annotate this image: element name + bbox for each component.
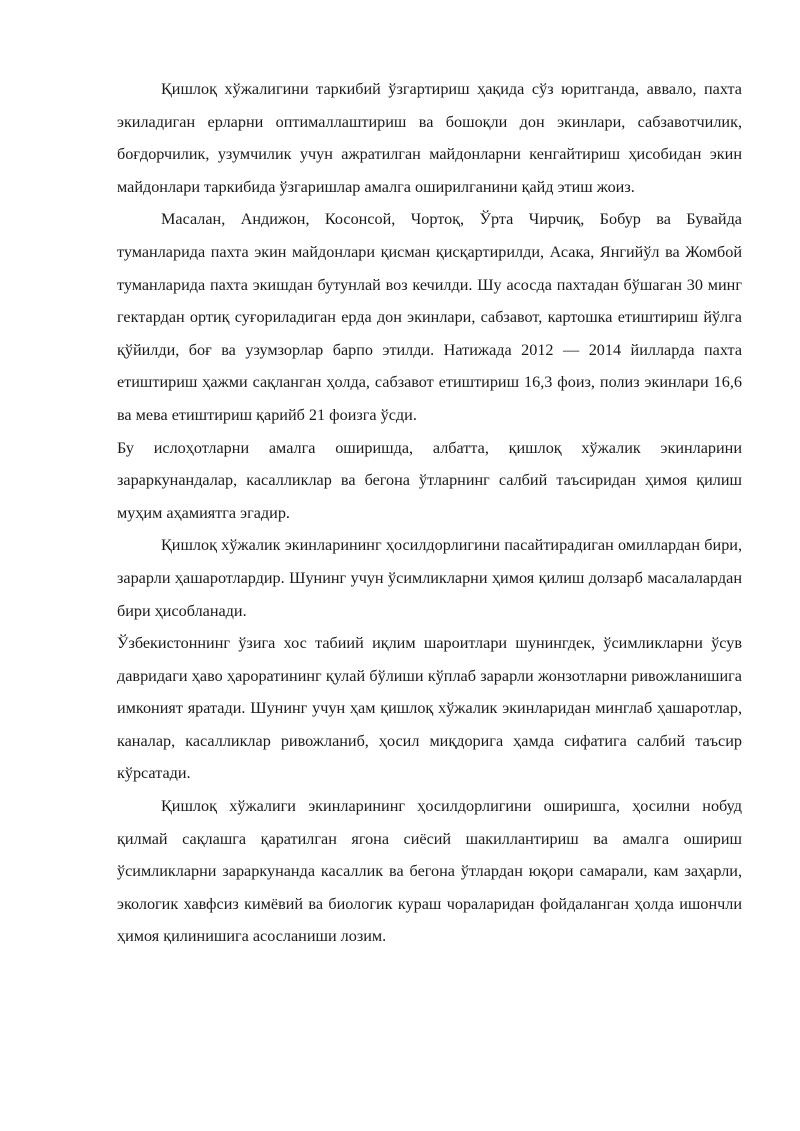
- paragraph-climate-conditions: Ўзбекистоннинг ўзига хос табиий иқлим шароитлари шунингдек, ўсимликларни ўсув давридаги ҳаво ҳароратининг қулай бўлиши кўплаб зарарли жонзотларни ривожланишига имконият яратади. Шунинг учун ҳам қишлоқ хўжалик экинларидан минглаб ҳашаротлар, каналар, касалликлар ривожланиб, ҳосил миқдорига ҳамда сифатига салбий таъсир кўрсатади.: [117, 634, 742, 783]
- paragraph-protection-policy: Қишлоқ хўжалиги экинларининг ҳосилдорлигини оширишга, ҳосилни нобуд қилмай сақлашга қаратилган ягона сиёсий шакиллантириш ва амалга ошириш ўсимликларни зараркунанда касаллик ва бегона ўтлардан юқори самарали, кам заҳарли, экологик хавфсиз кимёвий ва биологик кураш чораларидан фойдаланган ҳолда ишончли ҳимоя қилинишига асосланиши лозим.: [117, 797, 742, 946]
- paragraph-restructuring: Қишлоқ хўжалигини таркибий ўзгартириш ҳақида сўз юритганда, аввало, пахта экиладиган ерларни оптималлаштириш ва бошоқли дон экинлари, сабзавотчилик, боғдорчилик, узумчилик учун ажратилган майдонларни кенгайтириш ҳисобидан экин майдонлари таркибида ўзгаришлар амалга оширилганини қайд этиш жоиз.: [117, 80, 742, 196]
- paragraph-harmful-insects: Қишлоқ хўжалик экинларининг ҳосилдорлигини пасайтирадиган омиллардан бири, зарарли ҳашаротлардир. Шунинг учун ўсимликларни ҳимоя қилиш долзарб масалалардан бири ҳисобланади.: [117, 536, 742, 620]
- document-body: [117, 73, 742, 953]
- paragraph-districts-example: Масалан, Андижон, Косонсой, Чортоқ, Ўрта Чирчиқ, Бобур ва Бувайда туманларида пахта экин майдонлари қисман қисқартирилди, Асака, Янгийўл ва Жомбой туманларида пахта экишдан бутунлай воз кечилди. Шу асосда пахтадан бўшаган 30 минг гектардан ортиқ суғориладиган ерда дон экинлари, сабзавот, картошка етиштириш йўлга қўйилди, боғ ва узумзорлар барпо этилди. Натижада 2012 — 2014 йилларда пахта етиштириш ҳажми сақланган ҳолда, сабзавот етиштириш 16,3 фоиз, полиз экинлари 16,6 ва мева етиштириш қарийб 21 фоизга ўсди.: [117, 210, 742, 424]
- paragraph-crop-protection: Бу ислоҳотларни амалга оширишда, албатта, қишлоқ хўжалик экинларини зараркунандалар, касалликлар ва бегона ўтларнинг салбий таъсиридан ҳимоя қилиш муҳим аҳамиятга эгадир.: [117, 438, 742, 522]
